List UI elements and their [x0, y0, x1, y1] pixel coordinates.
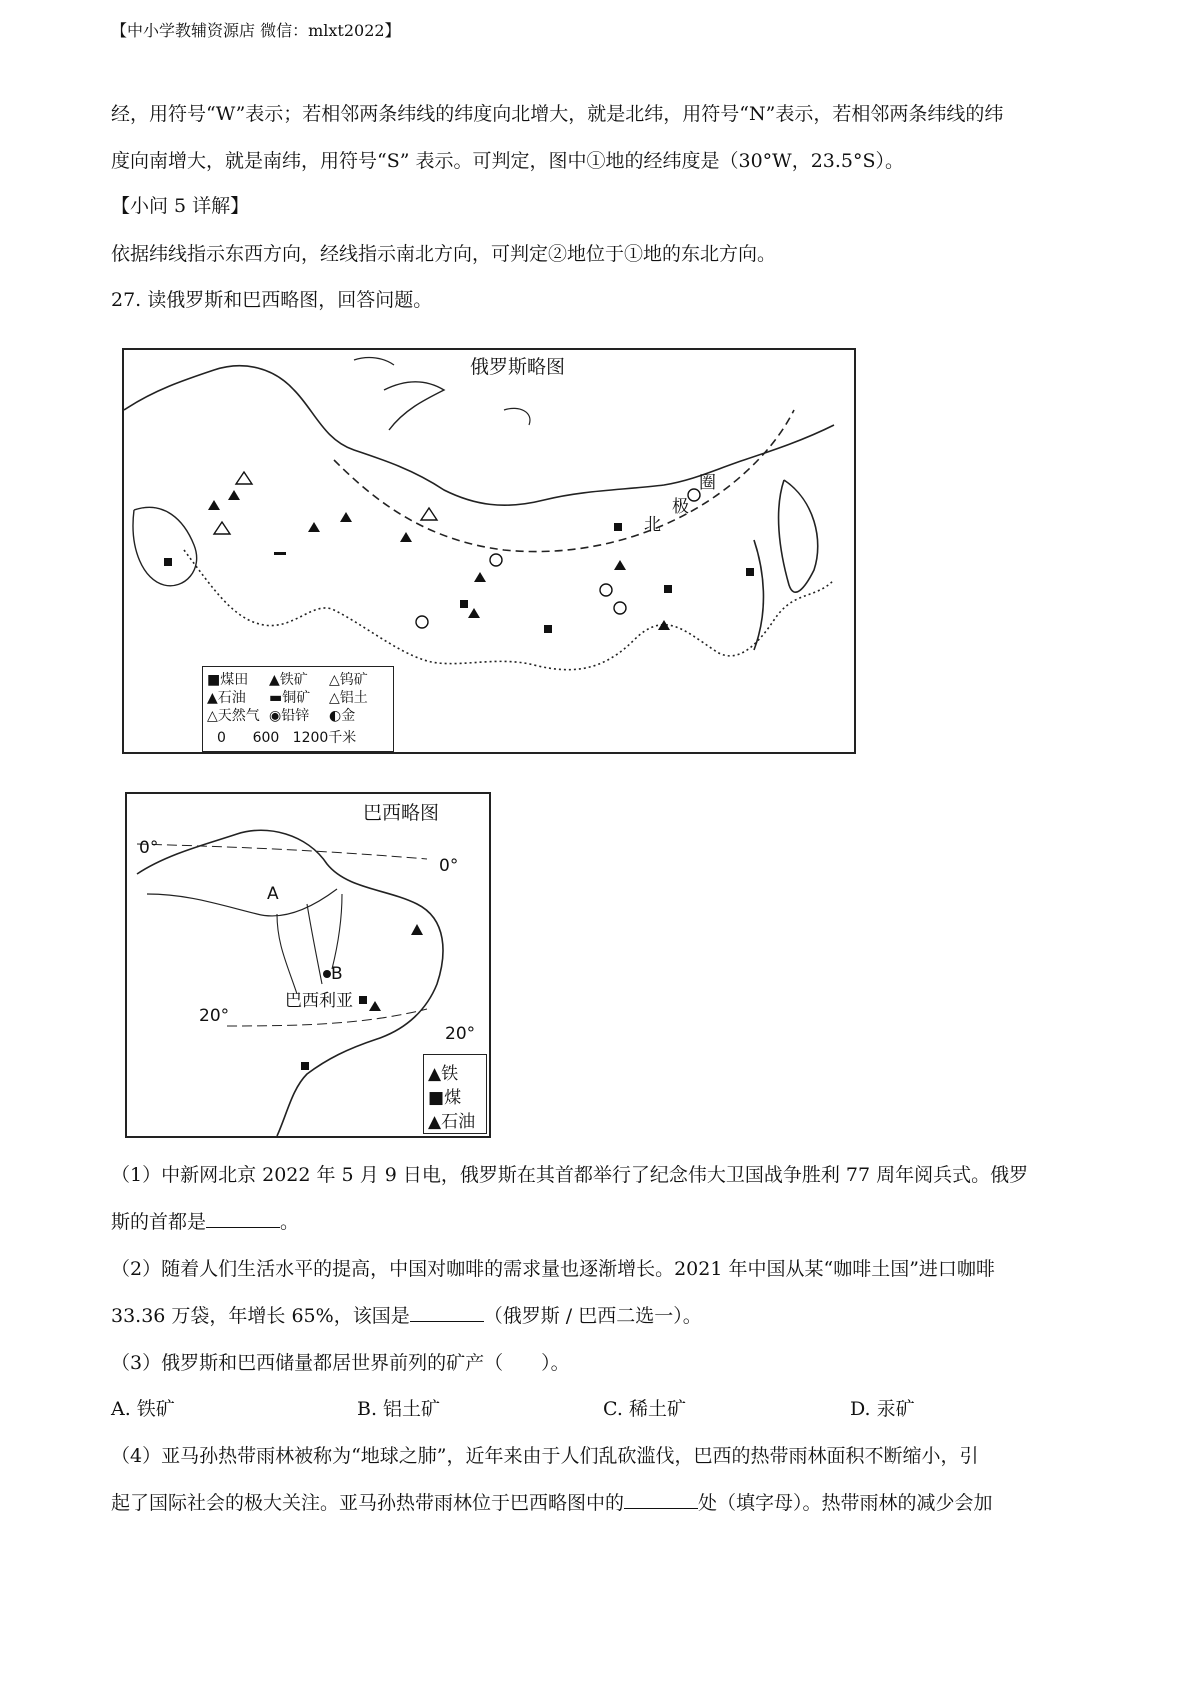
franz-josef-land	[354, 358, 394, 365]
paragraph-line: 度向南增大，就是南纬，用符号“S” 表示。可判定，图中①地的经纬度是（30°W，23.5°S）。	[111, 150, 905, 172]
iron-icon: ▲	[269, 672, 280, 688]
tributary-1	[277, 914, 297, 994]
question-2-end: （俄罗斯 / 巴西二选一）。	[483, 1305, 702, 1327]
coal-icon: ■	[207, 672, 221, 688]
question-2-line-2	[111, 1303, 702, 1329]
novaya-zemlya	[384, 382, 444, 430]
legend-coal: 煤田	[220, 672, 249, 688]
russia-southern-border	[184, 550, 834, 670]
iron-icon: ▲	[428, 1064, 442, 1084]
leadzinc-icon: ◉	[269, 708, 282, 724]
gas-icon: △	[207, 708, 218, 724]
arctic-circle-label-1: 北	[644, 515, 661, 535]
legend-oil: 石油	[441, 1112, 476, 1132]
legend-iron: 铁	[441, 1064, 459, 1084]
question-3: （3）俄罗斯和巴西储量都居世界前列的矿产（ ）。	[111, 1352, 570, 1374]
header-watermark: 【中小学教辅资源店 微信：mlxt2022】	[111, 21, 401, 40]
section-heading: 【小问 5 详解】	[111, 195, 250, 217]
lat-0-right: 0°	[439, 856, 459, 876]
sakhalin-outline	[754, 540, 763, 650]
legend-gold: 金	[341, 708, 356, 724]
legend-oil: 石油	[217, 690, 246, 706]
legend-coal: 煤	[444, 1088, 462, 1108]
question-1-line-1: （1）中新网北京 2022 年 5 月 9 日电，俄罗斯在其首都举行了纪念伟大卫国战争胜利 77 周年阅兵式。俄罗	[111, 1164, 1029, 1186]
question-4-line-1: （4）亚马孙热带雨林被称为“地球之肺”，近年来由于人们乱砍滥伐，巴西的热带雨林面积不断缩小，引	[111, 1445, 979, 1467]
paragraph-line: 依据纬线指示东西方向，经线指示南北方向，可判定②地位于①地的东北方向。	[111, 243, 777, 265]
legend-tungsten: 钨矿	[339, 672, 368, 688]
russia-map	[122, 348, 856, 754]
brazil-map-legend	[423, 1054, 487, 1134]
arctic-circle-label-3: 圈	[699, 473, 716, 493]
coal-icon: ■	[428, 1088, 445, 1108]
answer-blank-1[interactable]	[206, 1209, 280, 1228]
tungsten-icon: △	[329, 672, 340, 688]
brazil-map-title: 巴西略图	[363, 802, 440, 824]
russia-map-legend	[202, 666, 394, 752]
lat-20-right: 20°	[445, 1024, 476, 1044]
lat-20-left: 20°	[199, 1006, 230, 1026]
question-1-text: 斯的首都是	[111, 1211, 207, 1233]
legend-leadzinc: 铅锌	[281, 708, 310, 724]
russia-coastline	[124, 366, 834, 505]
gold-icon: ◐	[329, 708, 342, 724]
tributary-3	[332, 894, 342, 969]
option-a[interactable]: A. 铁矿	[111, 1398, 175, 1420]
legend-iron: 铁矿	[279, 672, 308, 688]
arctic-circle	[334, 410, 794, 552]
mineral-symbols	[164, 490, 754, 633]
oil-icon: ▲	[428, 1112, 442, 1132]
russia-map-title: 俄罗斯略图	[470, 356, 566, 378]
severnaya-zemlya	[504, 408, 530, 425]
kamchatka-outline	[779, 480, 818, 592]
question-4-line-2	[111, 1490, 993, 1516]
bauxite-icon: △	[329, 690, 340, 706]
brazil-outline	[137, 830, 443, 1136]
tropic-line	[227, 1009, 427, 1026]
copper-icon: ▬	[269, 690, 283, 706]
tributary-2	[307, 904, 322, 984]
scale-bar: 0 600 1200千米	[217, 730, 357, 746]
legend-bauxite: 铝土	[339, 690, 368, 706]
oil-icon: ▲	[207, 690, 218, 706]
legend-gas: 天然气	[217, 708, 260, 724]
option-d[interactable]: D. 汞矿	[850, 1398, 915, 1420]
option-c[interactable]: C. 稀土矿	[603, 1398, 686, 1420]
legend-copper: 铜矿	[282, 690, 311, 706]
question-4-end: 处（填字母）。热带雨林的减少会加	[698, 1492, 993, 1514]
baltic-outline	[133, 507, 197, 585]
question-27-prompt: 27. 读俄罗斯和巴西略图，回答问题。	[111, 289, 433, 311]
question-2-text: 33.36 万袋，年增长 65%，该国是	[111, 1305, 410, 1327]
point-b-label: B	[331, 964, 343, 984]
capital-label: 巴西利亚	[285, 991, 353, 1011]
point-a-label: A	[267, 884, 279, 904]
question-4-text: 起了国际社会的极大关注。亚马孙热带雨林位于巴西略图中的	[111, 1492, 625, 1514]
question-1-end: 。	[280, 1211, 300, 1233]
question-1-line-2	[111, 1209, 299, 1235]
brazil-map	[125, 792, 491, 1138]
answer-blank-2[interactable]	[410, 1303, 484, 1322]
lat-0-left: 0°	[139, 838, 159, 858]
paragraph-line: 经，用符号“W”表示；若相邻两条纬线的纬度向北增大，就是北纬，用符号“N”表示，若相邻两条纬线的纬	[111, 103, 1004, 125]
option-b[interactable]: B. 铝土矿	[357, 1398, 441, 1420]
arctic-circle-label-2: 极	[672, 497, 689, 517]
question-2-line-1: （2）随着人们生活水平的提高，中国对咖啡的需求量也逐渐增长。2021 年中国从某“咖啡土国”进口咖啡	[111, 1258, 995, 1280]
equator-line	[137, 844, 427, 859]
gas-symbols	[214, 472, 437, 534]
answer-blank-4[interactable]	[624, 1490, 698, 1509]
